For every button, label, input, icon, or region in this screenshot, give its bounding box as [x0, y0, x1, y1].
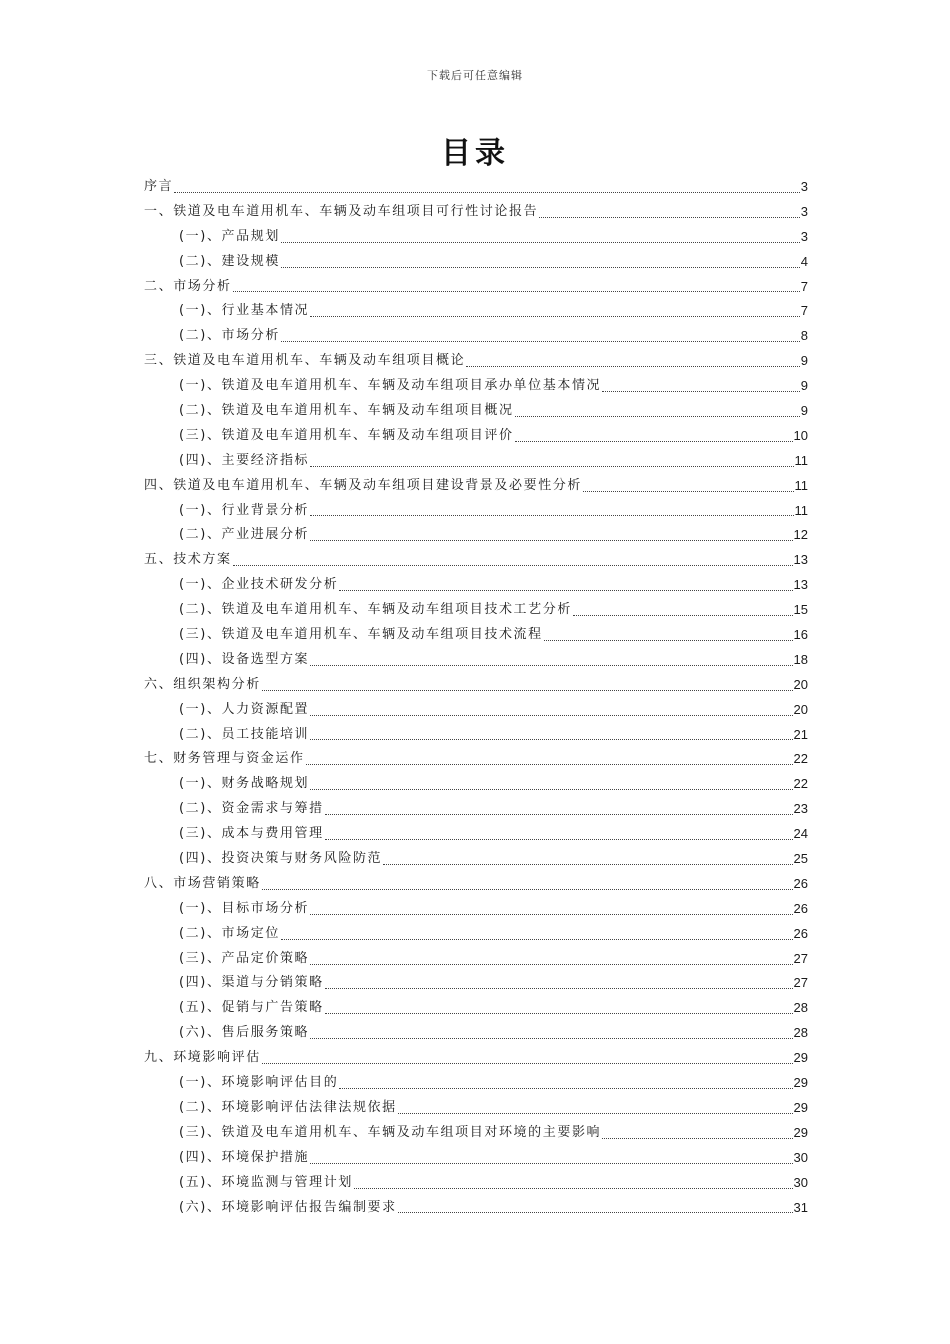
toc-entry-label: (二)、产业进展分析 — [179, 527, 310, 543]
toc-entry-page-number: 11 — [794, 477, 808, 493]
toc-entry-page-number: 13 — [793, 552, 808, 568]
toc-subsection-entry[interactable] — [144, 424, 808, 449]
toc-dot-leader — [281, 341, 800, 342]
toc-entry-label: (三)、铁道及电车道用机车、车辆及动车组项目评价 — [179, 427, 514, 443]
toc-entry-page-number: 27 — [793, 975, 808, 991]
toc-dot-leader — [281, 242, 800, 243]
toc-dot-leader — [306, 764, 793, 765]
toc-dot-leader — [310, 1038, 792, 1039]
toc-dot-leader — [573, 615, 793, 616]
toc-dot-leader — [310, 789, 792, 790]
toc-entry-page-number: 7 — [800, 303, 808, 319]
toc-subsection-entry[interactable] — [144, 922, 808, 947]
toc-entry-label: (二)、市场分析 — [179, 328, 280, 344]
toc-entry-label: (一)、产品规划 — [179, 228, 280, 244]
toc-subsection-entry[interactable] — [144, 1196, 808, 1221]
toc-section-entry[interactable] — [144, 872, 808, 897]
toc-dot-leader — [233, 565, 793, 566]
toc-dot-leader — [310, 739, 792, 740]
toc-dot-leader — [281, 267, 800, 268]
toc-subsection-entry[interactable] — [144, 897, 808, 922]
toc-entry-page-number: 22 — [793, 751, 808, 767]
toc-entry-label: (二)、环境影响评估法律法规依据 — [179, 1099, 397, 1115]
toc-dot-leader — [602, 391, 800, 392]
toc-dot-leader — [544, 640, 793, 641]
toc-subsection-entry[interactable] — [144, 499, 808, 524]
toc-entry-page-number: 3 — [800, 228, 808, 244]
toc-entry-label: (四)、渠道与分销策略 — [179, 975, 324, 991]
table-of-contents — [144, 175, 808, 1220]
toc-entry-page-number: 10 — [793, 427, 808, 443]
toc-entry-page-number: 29 — [793, 1124, 808, 1140]
toc-entry-page-number: 22 — [793, 776, 808, 792]
toc-entry-page-number: 21 — [793, 726, 808, 742]
toc-section-entry[interactable] — [144, 673, 808, 698]
toc-entry-page-number: 28 — [793, 1025, 808, 1041]
toc-subsection-entry[interactable] — [144, 1146, 808, 1171]
toc-subsection-entry[interactable] — [144, 449, 808, 474]
toc-dot-leader — [325, 839, 793, 840]
toc-entry-label: (六)、售后服务策略 — [179, 1025, 310, 1041]
toc-entry-page-number: 9 — [800, 403, 808, 418]
toc-dot-leader — [310, 715, 792, 716]
toc-entry-page-number: 26 — [793, 875, 808, 891]
toc-entry-label: (二)、员工技能培训 — [179, 726, 310, 742]
toc-entry-label: (五)、环境监测与管理计划 — [179, 1174, 353, 1190]
toc-section-entry[interactable] — [144, 474, 808, 499]
toc-dot-leader — [325, 814, 793, 815]
toc-entry-label: (四)、主要经济指标 — [179, 452, 310, 468]
toc-entry-label: (三)、产品定价策略 — [179, 950, 310, 966]
toc-entry-page-number: 3 — [800, 178, 808, 194]
toc-entry-label: 六、组织架构分析 — [144, 676, 261, 692]
toc-entry-page-number: 24 — [793, 826, 808, 842]
toc-entry-page-number: 8 — [800, 328, 808, 344]
toc-entry-page-number: 9 — [800, 353, 808, 369]
toc-entry-label: (一)、目标市场分析 — [179, 900, 310, 916]
toc-entry-page-number: 12 — [793, 527, 808, 543]
toc-subsection-entry[interactable] — [144, 299, 808, 324]
toc-dot-leader — [310, 1163, 792, 1164]
toc-entry-label: (二)、铁道及电车道用机车、车辆及动车组项目技术工艺分析 — [179, 602, 572, 618]
toc-entry-page-number: 16 — [793, 627, 808, 643]
toc-entry-label: (一)、行业背景分析 — [179, 502, 310, 518]
toc-dot-leader — [515, 441, 793, 442]
toc-dot-leader — [398, 1212, 793, 1213]
toc-subsection-entry[interactable] — [144, 947, 808, 972]
toc-entry-label: (三)、铁道及电车道用机车、车辆及动车组项目技术流程 — [179, 627, 543, 643]
toc-section-entry[interactable] — [144, 275, 808, 300]
toc-entry-label: (二)、建设规模 — [179, 253, 280, 269]
toc-entry-label: 七、财务管理与资金运作 — [144, 751, 305, 767]
toc-entry-page-number: 20 — [793, 676, 808, 692]
toc-entry-label: (一)、人力资源配置 — [179, 701, 310, 717]
toc-section-entry[interactable] — [144, 747, 808, 772]
toc-subsection-entry[interactable] — [144, 972, 808, 997]
toc-subsection-entry[interactable] — [144, 1121, 808, 1146]
toc-dot-leader — [310, 914, 792, 915]
toc-section-entry[interactable] — [144, 548, 808, 573]
toc-dot-leader — [398, 1113, 793, 1114]
toc-entry-page-number: 28 — [793, 1000, 808, 1016]
toc-subsection-entry[interactable] — [144, 623, 808, 648]
toc-dot-leader — [354, 1188, 793, 1189]
toc-entry-page-number: 11 — [794, 452, 808, 468]
toc-entry-label: 八、市场营销策略 — [144, 875, 261, 891]
toc-subsection-entry[interactable] — [144, 1096, 808, 1121]
toc-entry-page-number: 15 — [793, 602, 808, 618]
page-header-note: 下载后可任意编辑 — [427, 69, 523, 82]
toc-entry-page-number: 4 — [800, 253, 808, 269]
toc-dot-leader — [310, 316, 800, 317]
toc-entry-label: (一)、铁道及电车道用机车、车辆及动车组项目承办单位基本情况 — [179, 378, 602, 394]
toc-dot-leader — [339, 590, 792, 591]
toc-entry-label: (四)、投资决策与财务风险防范 — [179, 851, 383, 867]
toc-entry-label: (二)、资金需求与筹措 — [179, 801, 324, 817]
toc-subsection-entry[interactable] — [144, 324, 808, 349]
toc-dot-leader — [174, 192, 800, 193]
toc-entry-page-number: 7 — [800, 278, 808, 294]
toc-title: 目录 — [441, 136, 509, 171]
toc-entry-label: 二、市场分析 — [144, 278, 232, 294]
toc-dot-leader — [339, 1088, 792, 1089]
toc-dot-leader — [233, 291, 800, 292]
toc-dot-leader — [539, 217, 800, 218]
toc-subsection-entry[interactable] — [144, 797, 808, 822]
toc-entry-label: 五、技术方案 — [144, 552, 232, 568]
toc-entry-label: (一)、财务战略规划 — [179, 776, 310, 792]
toc-entry-page-number: 29 — [793, 1075, 808, 1091]
toc-entry-label: (六)、环境影响评估报告编制要求 — [179, 1199, 397, 1215]
toc-entry-page-number: 27 — [793, 950, 808, 966]
toc-entry-page-number: 31 — [793, 1199, 808, 1215]
toc-entry-page-number: 3 — [800, 203, 808, 219]
toc-entry-label: (二)、铁道及电车道用机车、车辆及动车组项目概况 — [179, 403, 514, 418]
toc-dot-leader — [310, 964, 792, 965]
toc-entry-page-number: 26 — [793, 925, 808, 941]
toc-entry-label: 四、铁道及电车道用机车、车辆及动车组项目建设背景及必要性分析 — [144, 477, 583, 493]
toc-entry-page-number: 11 — [794, 502, 808, 518]
toc-dot-leader — [310, 540, 792, 541]
toc-entry-label: 序言 — [144, 178, 174, 194]
toc-subsection-entry[interactable] — [144, 698, 808, 723]
toc-entry-label: 九、环境影响评估 — [144, 1050, 261, 1066]
toc-entry-label: (五)、促销与广告策略 — [179, 1000, 324, 1016]
toc-entry-label: 三、铁道及电车道用机车、车辆及动车组项目概论 — [144, 353, 466, 369]
toc-dot-leader — [281, 939, 793, 940]
toc-section-entry[interactable] — [144, 1046, 808, 1071]
toc-entry-label: (四)、环境保护措施 — [179, 1149, 310, 1165]
toc-dot-leader — [262, 1063, 793, 1064]
toc-subsection-entry[interactable] — [144, 399, 808, 424]
toc-dot-leader — [383, 864, 792, 865]
toc-subsection-entry[interactable] — [144, 1071, 808, 1096]
toc-dot-leader — [325, 988, 793, 989]
toc-dot-leader — [583, 491, 793, 492]
toc-subsection-entry[interactable] — [144, 847, 808, 872]
toc-dot-leader — [262, 690, 793, 691]
toc-entry-label: 一、铁道及电车道用机车、车辆及动车组项目可行性讨论报告 — [144, 203, 539, 219]
toc-subsection-entry[interactable] — [144, 723, 808, 748]
toc-section-entry[interactable] — [144, 200, 808, 225]
toc-subsection-entry[interactable] — [144, 1021, 808, 1046]
toc-subsection-entry[interactable] — [144, 996, 808, 1021]
toc-subsection-entry[interactable] — [144, 250, 808, 275]
toc-entry-page-number: 26 — [793, 900, 808, 916]
toc-entry-page-number: 30 — [793, 1149, 808, 1165]
toc-dot-leader — [602, 1138, 792, 1139]
toc-subsection-entry[interactable] — [144, 1171, 808, 1196]
toc-dot-leader — [262, 889, 793, 890]
toc-entry-label: (一)、行业基本情况 — [179, 303, 310, 319]
toc-entry-page-number: 9 — [800, 378, 808, 394]
toc-entry-label: (二)、市场定位 — [179, 925, 280, 941]
toc-entry-label: (三)、成本与费用管理 — [179, 826, 324, 842]
toc-subsection-entry[interactable] — [144, 225, 808, 250]
toc-subsection-entry[interactable] — [144, 523, 808, 548]
toc-entry-page-number: 30 — [793, 1174, 808, 1190]
toc-entry-page-number: 29 — [793, 1050, 808, 1066]
toc-entry-page-number: 29 — [793, 1099, 808, 1115]
toc-dot-leader — [325, 1013, 793, 1014]
toc-entry-page-number: 23 — [793, 801, 808, 817]
toc-section-entry[interactable] — [144, 349, 808, 374]
toc-dot-leader — [310, 466, 793, 467]
toc-entry-page-number: 13 — [793, 577, 808, 593]
toc-entry-page-number: 20 — [793, 701, 808, 717]
toc-subsection-entry[interactable] — [144, 822, 808, 847]
toc-entry-label: (一)、环境影响评估目的 — [179, 1075, 339, 1091]
toc-entry-label: (一)、企业技术研发分析 — [179, 577, 339, 593]
toc-entry-page-number: 25 — [793, 851, 808, 867]
toc-section-entry[interactable] — [144, 175, 808, 200]
toc-entry-label: (四)、设备选型方案 — [179, 651, 310, 667]
toc-subsection-entry[interactable] — [144, 573, 808, 598]
toc-entry-label: (三)、铁道及电车道用机车、车辆及动车组项目对环境的主要影响 — [179, 1124, 602, 1140]
toc-dot-leader — [515, 416, 800, 417]
toc-dot-leader — [310, 515, 793, 516]
toc-subsection-entry[interactable] — [144, 374, 808, 399]
toc-subsection-entry[interactable] — [144, 598, 808, 623]
toc-subsection-entry[interactable] — [144, 648, 808, 673]
toc-entry-page-number: 18 — [793, 651, 808, 667]
toc-dot-leader — [310, 665, 792, 666]
toc-subsection-entry[interactable] — [144, 772, 808, 797]
toc-dot-leader — [466, 366, 800, 367]
